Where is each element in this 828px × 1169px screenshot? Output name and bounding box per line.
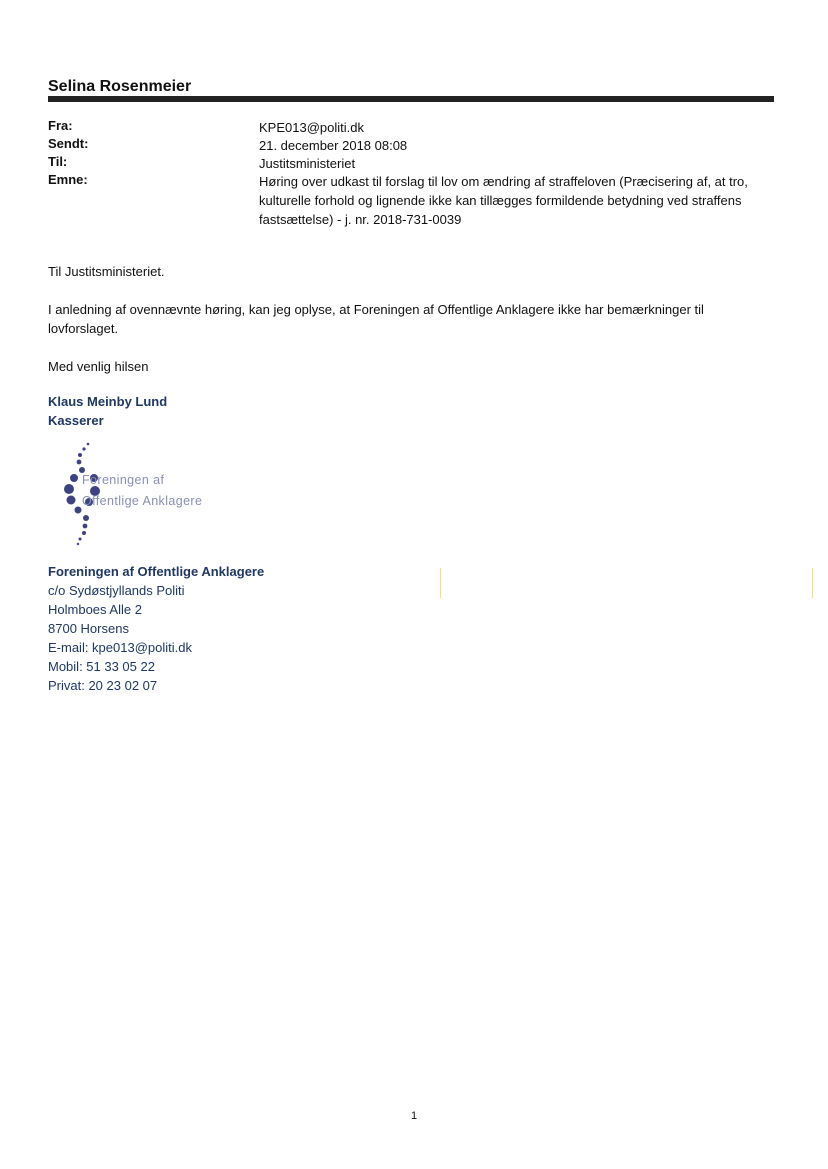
scan-mark: [440, 568, 441, 598]
logo-text-line1: Foreningen af: [82, 473, 165, 487]
org-email-line: E-mail: kpe013@politi.dk: [48, 640, 192, 655]
org-address-line: Holmboes Alle 2: [48, 602, 142, 617]
greeting: Til Justitsministeriet.: [48, 264, 165, 279]
body-paragraph: I anledning af ovennævnte høring, kan jeg oplyse, at Foreningen af Offentlige Anklagere ikke har bemærkninger til lovforslaget.: [48, 302, 704, 336]
org-address-line: c/o Sydøstjyllands Politi: [48, 583, 185, 598]
sender-name: Selina Rosenmeier: [48, 78, 192, 95]
logo-text-line2: Offentlige Anklagere: [82, 494, 203, 508]
signature-title: Kasserer: [48, 413, 104, 428]
closing: Med venlig hilsen: [48, 359, 149, 374]
subject-label: Emne:: [48, 172, 88, 187]
from-label: Fra:: [48, 118, 73, 133]
org-private-line: Privat: 20 23 02 07: [48, 678, 158, 693]
organization-name: Foreningen af Offentlige Anklagere: [48, 564, 265, 579]
to-value: Justitsministeriet: [259, 156, 356, 171]
to-label: Til:: [48, 154, 68, 169]
subject-value: Høring over udkast til forslag til lov om ændring af straffeloven (Præcisering af, at tro, kulturelle forhold og lignende ikke kan tillægges formildende betydning ved straffens fastsættelse) - j. nr. 2018-731-0039: [259, 174, 748, 227]
signature-name: Klaus Meinby Lund: [48, 394, 168, 409]
organization-block: [48, 562, 264, 695]
page-number: 1: [410, 1110, 418, 1122]
org-address-line: 8700 Horsens: [48, 621, 129, 636]
org-mobile-line: Mobil: 51 33 05 22: [48, 659, 155, 674]
scan-mark: [812, 568, 813, 598]
header-divider-thick: [48, 98, 774, 102]
from-value: KPE013@politi.dk: [259, 120, 364, 135]
sent-label: Sendt:: [48, 136, 89, 151]
sent-value: 21. december 2018 08:08: [259, 138, 408, 153]
